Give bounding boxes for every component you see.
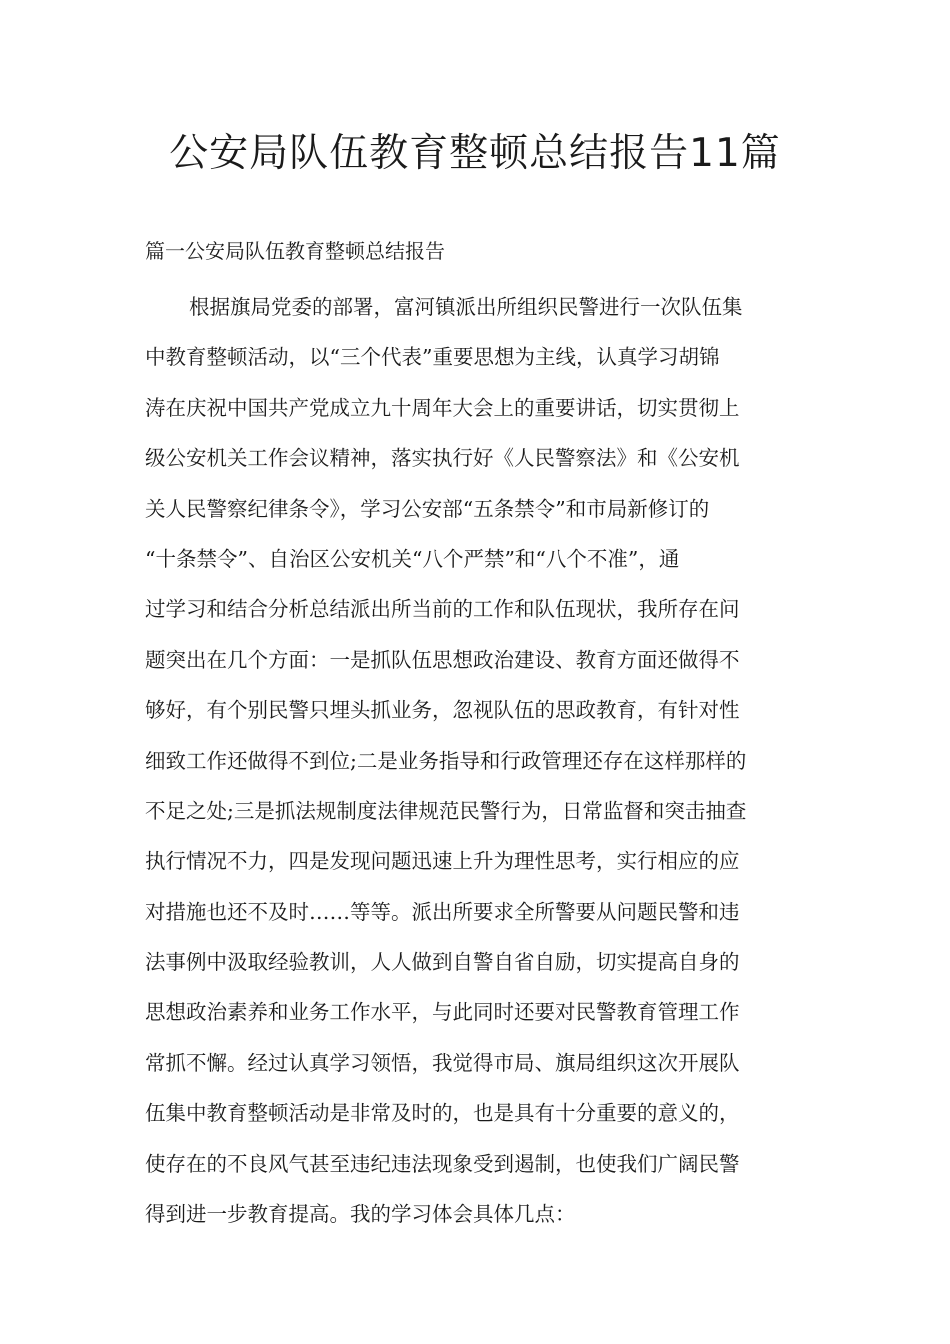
body-paragraph — [145, 282, 805, 1239]
paragraph-line: 伍集中教育整顿活动是非常及时的，也是具有十分重要的意义的， — [145, 1101, 740, 1126]
paragraph-line: 关人民警察纪律条令》，学习公安部“五条禁令”和市局新修订的 — [145, 496, 710, 521]
paragraph-line: 使存在的不良风气甚至违纪违法现象受到遏制，也使我们广阔民警 — [145, 1151, 740, 1176]
paragraph-line: “十条禁令”、自治区公安机关“八个严禁”和“八个不准”，通 — [145, 546, 680, 571]
document-title: 公安局队伍教育整顿总结报告11篇 — [169, 131, 781, 176]
paragraph-line: 涛在庆祝中国共产党成立九十周年大会上的重要讲话，切实贯彻上 — [145, 395, 740, 420]
paragraph-line: 够好，有个别民警只埋头抓业务，忽视队伍的思政教育，有针对性 — [145, 698, 740, 723]
paragraph-line: 法事例中汲取经验教训，人人做到自警自省自励，切实提高自身的 — [145, 950, 740, 975]
section-heading: 篇一公安局队伍教育整顿总结报告 — [145, 239, 445, 263]
paragraph-line: 题突出在几个方面：一是抓队伍思想政治建设、教育方面还做得不 — [145, 647, 740, 672]
paragraph-line: 常抓不懈。经过认真学习领悟，我觉得市局、旗局组织这次开展队 — [145, 1050, 740, 1075]
paragraph-line: 思想政治素养和业务工作水平，与此同时还要对民警教育管理工作 — [145, 1000, 740, 1025]
paragraph-line: 对措施也还不及时……等等。派出所要求全所警要从问题民警和违 — [145, 899, 740, 924]
paragraph-line: 得到进一步教育提高。我的学习体会具体几点： — [145, 1202, 576, 1227]
paragraph-line: 根据旗局党委的部署，富河镇派出所组织民警进行一次队伍集 — [189, 295, 743, 319]
paragraph-line: 细致工作还做得不到位;二是业务指导和行政管理还存在这样那样的 — [145, 748, 747, 773]
paragraph-line: 级公安机关工作会议精神，落实执行好《人民警察法》和《公安机 — [145, 446, 740, 471]
paragraph-line: 不足之处;三是抓法规制度法律规范民警行为，日常监督和突击抽查 — [145, 798, 747, 823]
paragraph-line: 执行情况不力，四是发现问题迅速上升为理性思考，实行相应的应 — [145, 849, 740, 874]
paragraph-line: 中教育整顿活动，以“三个代表”重要思想为主线，认真学习胡锦 — [145, 345, 720, 370]
paragraph-line: 过学习和结合分析总结派出所当前的工作和队伍现状，我所存在问 — [145, 597, 740, 622]
